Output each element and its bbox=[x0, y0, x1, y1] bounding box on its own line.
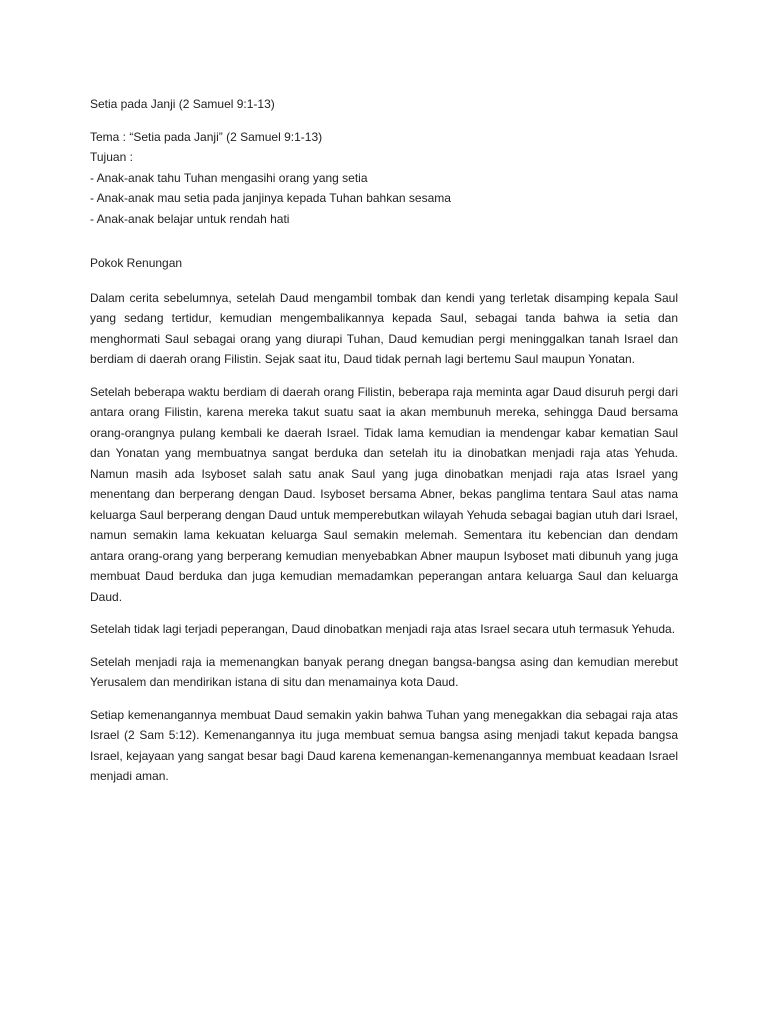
tujuan-item: - Anak-anak tahu Tuhan mengasihi orang yang setia bbox=[90, 170, 368, 185]
tujuan-label: Tujuan : bbox=[90, 150, 133, 164]
paragraph: Setelah beberapa waktu berdiam di daerah orang Filistin, beberapa raja meminta agar Daud disuruh pergi dari antara orang Filistin, karena mereka takut suatu saat ia akan membunuh mereka, sehingga Daud bersama orang-orangnya pulang kembali ke daerah Israel. Tidak lama kemudian ia mendengar kabar kematian Saul dan Yonatan yang membuatnya sangat berduka dan setelah itu ia dinobatkan menjadi raja atas Yehuda. Namun masih ada Isyboset salah satu anak Saul yang juga dinobatkan menjadi raja atas Israel yang menentang dan berperang dengan Daud. Isyboset bersama Abner, bekas panglima tentara Saul atas nama keluarga Saul berperang dengan Daud untuk memperebutkan wilayah Yehuda sebagai bagian utuh dari Israel, namun semakin lama kekuatan keluarga Saul semakin melemah. Sementara itu kebencian dan dendam antara orang-orang yang berperang kemudian menyebabkan Abner maupun Isyboset mati dibunuh yang juga membuat Daud berduka dan juga kemudian memadamkan peperangan antara keluarga Saul dan keluarga Daud. bbox=[90, 384, 678, 604]
section-heading: Pokok Renungan bbox=[90, 256, 183, 270]
tujuan-item: - Anak-anak belajar untuk rendah hati bbox=[90, 211, 290, 226]
paragraph: Setelah menjadi raja ia memenangkan banyak perang dnegan bangsa-bangsa asing dan kemudian merebut Yerusalem dan mendirikan istana di situ dan menamainya kota Daud. bbox=[90, 654, 678, 689]
tujuan-item: - Anak-anak mau setia pada janjinya kepada Tuhan bahkan sesama bbox=[90, 191, 451, 205]
tema-line: Tema : “Setia pada Janji” (2 Samuel 9:1-13) bbox=[90, 129, 323, 144]
document-page bbox=[90, 94, 678, 799]
paragraph: Dalam cerita sebelumnya, setelah Daud mengambil tombak dan kendi yang terletak disamping kepala Saul yang sedang tertidur, kemudian mengembalikannya kepada Saul, sebagai tanda bahwa ia setia dan menghormati Saul sebagai orang yang diurapi Tuhan, Daud kemudian pergi meninggalkan tanah Israel dan berdiam di daerah orang Filistin. Sejak saat itu, Daud tidak pernah lagi bertemu Saul maupun Yonatan. bbox=[90, 290, 678, 366]
document-title: Setia pada Janji (2 Samuel 9:1-13) bbox=[90, 97, 275, 111]
paragraph: Setelah tidak lagi terjadi peperangan, Daud dinobatkan menjadi raja atas Israel secara utuh termasuk Yehuda. bbox=[90, 622, 676, 636]
paragraph: Setiap kemenangannya membuat Daud semakin yakin bahwa Tuhan yang menegakkan dia sebagai raja atas Israel (2 Sam 5:12). Kemenangannya itu juga membuat semua bangsa asing menjadi takut kepada bangsa Israel, kejayaan yang sangat besar bagi Daud karena kemenangan-kemenangannya membuat keadaan Israel menjadi aman. bbox=[90, 707, 678, 783]
